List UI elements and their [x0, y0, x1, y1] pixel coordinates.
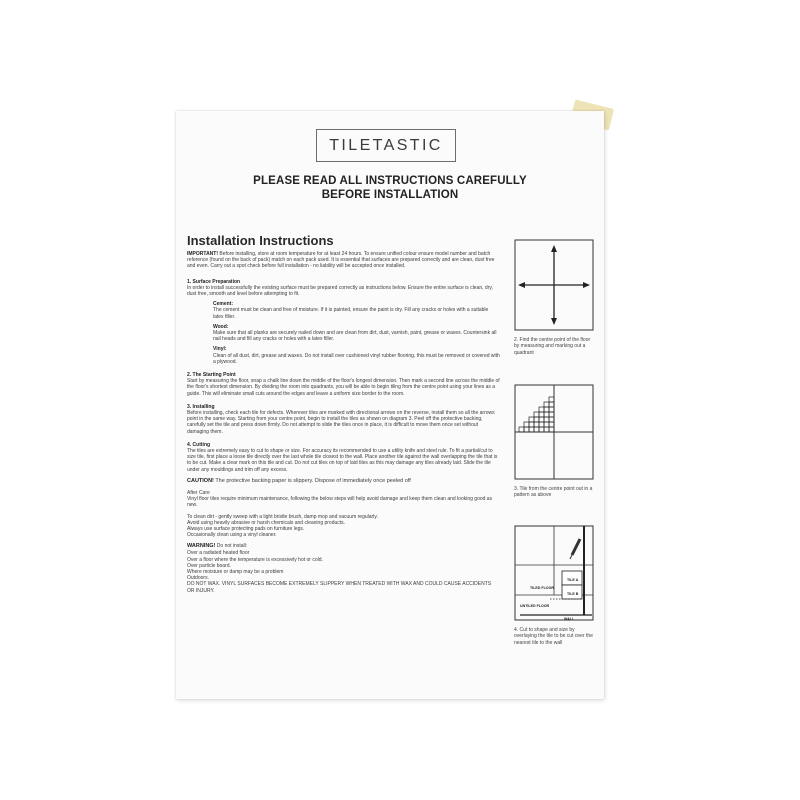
small-tile: [549, 412, 554, 417]
diagram-cutting: [514, 525, 594, 646]
installing-title: 3. Installing: [187, 403, 215, 410]
cement-title: Cement:: [213, 301, 234, 308]
small-tile: [544, 412, 549, 417]
small-tile: [539, 412, 544, 417]
warning-line: Where moisture or damp may be a problem: [187, 568, 284, 575]
aftercare-line: Always use surface protecting pads on furniture legs.: [187, 525, 305, 532]
surface-prep-intro: In order to install successfully the existing surface must be prepared correctly as instructions below. Ensure the entire surface is clean, dry, dust free, smooth and level before attempting to fit.: [187, 284, 493, 298]
small-tile: [519, 427, 524, 432]
surface-prep-title: 1. Surface Preparation: [187, 278, 241, 285]
small-tile: [539, 422, 544, 427]
cutting-title: 4. Cutting: [187, 441, 211, 448]
diagram-quadrants: [514, 239, 594, 356]
warning-line: Over a floor where the temperature is excessively hot or cold.: [187, 556, 323, 563]
warning-label: WARNING!: [187, 543, 216, 550]
important-note: [187, 251, 500, 270]
small-tile: [549, 402, 554, 407]
diagram-caption-3: 4. Cut to shape and size by overlaying the tile to be cut over the nearest tile to the wall: [514, 627, 593, 646]
small-tile: [549, 407, 554, 412]
caution-note: [187, 478, 500, 485]
small-tile: [539, 417, 544, 422]
tile-stairs: [519, 397, 554, 432]
page-title: Installation Instructions: [187, 233, 334, 248]
caution-label: CAUTION!: [187, 477, 214, 484]
vinyl-title: Vinyl:: [213, 346, 227, 353]
small-tile: [544, 407, 549, 412]
wood-text: Make sure that all planks are securely nailed down and are clean from dirt, dust, varnish, paint, grease or waxes. Countersink all nail heads and fill any cracks or holes with a latex filler.: [213, 330, 497, 343]
wood-title: Wood:: [213, 323, 229, 330]
aftercare-line: To clean dirt - gently sweep with a light bristle brush, damp mop and vacuum regularly.: [187, 513, 378, 520]
diagram-caption-2: 3. Tile from the centre point out in a pattern as above: [514, 486, 593, 499]
cutting-text: The tiles are extremely easy to cut to shape or size. For accuracy its recommended to use a utility knife and steel rule. To fit a partial/cut to size tile, first place a loose tile directly over the last whole tile closest to the wall. Place another tile against the wall overlapping the tile that is to be cut. Make a clear mark on this tile and cut. Do not cut tiles on top of laid tiles as this may damage any tiles already laid. Slide the tile under any mouldings and trim off any excess.: [187, 448, 498, 473]
small-tile: [529, 422, 534, 427]
small-tile: [544, 402, 549, 407]
small-tile: [549, 422, 554, 427]
installing-text: Before installing, check each tile for defects. Wherever tiles are marked with directional arrows on the reverse, install them so all the arrows point in the same way. Starting from your centre point, begin to install the tiles as shown on diagram 3. Peel off the protective backing, carefully set the tile and press down firmly. Do not attempt to slide the tiles once in place, it is difficult to move them once set without damaging them.: [187, 410, 495, 435]
important-text: Before installing, store at room temperature for at least 24 hours. To ensure unified colour ensure model number and batch reference (found on the back of pack) match on each pack used. It is essential that surfaces are prepared correctly and are clean, dust free and even. Carry out a spot check before full installation - no liability will be accepted once installed.: [187, 251, 495, 270]
aftercare-line: Occasionally clean using a vinyl cleaner.: [187, 532, 277, 539]
starting-point-title: 2. The Starting Point: [187, 372, 236, 379]
small-tile: [534, 412, 539, 417]
small-tile: [544, 422, 549, 427]
small-tile: [529, 427, 534, 432]
headline-line-1: PLEASE READ ALL INSTRUCTIONS CAREFULLY: [253, 175, 527, 187]
brand-logo: [316, 129, 456, 162]
small-tile: [524, 427, 529, 432]
small-tile: [544, 427, 549, 432]
small-tile: [534, 422, 539, 427]
cutting-drawing: [514, 525, 594, 621]
warning-line: Over particle board.: [187, 562, 231, 569]
warning-text: Do not install:: [215, 543, 248, 550]
main-instructions: [187, 233, 500, 594]
aftercare-line: Avoid using heavily abrasive or harsh chemicals and cleaning products.: [187, 519, 346, 526]
tile-pattern-drawing: [514, 384, 594, 480]
warning-line: Outdoors.: [187, 575, 209, 582]
warning-line: Over a radiated heated floor: [187, 550, 250, 557]
aftercare-title: After Care: [187, 489, 210, 496]
small-tile: [534, 417, 539, 422]
small-tile: [544, 417, 549, 422]
quadrant-drawing: [514, 239, 594, 331]
small-tile: [539, 407, 544, 412]
label-tile-b: TILE B: [567, 592, 579, 596]
warning-note: [187, 543, 500, 550]
caution-text: The protective backing paper is slippery. Dispose of immediately once peeled off: [213, 477, 411, 484]
starting-point-text: Start by measuring the floor, snap a chalk line down the middle of the floor's longest dimension. Then mark a second line across the middle of the floor's shortest dimension. By dividing the room into quadrants, you will be able to begin tiling from the centre point using your lines as a guide. This will eliminate small cuts around the edges and leave a uniform size border to the room.: [187, 378, 500, 397]
vinyl-text: Clean of all dust, dirt, grease and waxes. Do not install over cushioned vinyl rubber flooring, this must be removed or covered with a plywood.: [213, 352, 500, 365]
small-tile: [524, 422, 529, 427]
small-tile: [534, 427, 539, 432]
brand-logo-text: TILETASTIC: [329, 136, 443, 154]
aftercare-text: Vinyl floor tiles require minimum maintenance, following the below steps will help avoid damage and keep them clean and looking good as new.: [187, 496, 493, 509]
diagram-caption-1: 2. Find the centre point of the floor by measuring and marking out a quadrant: [514, 337, 591, 356]
cement-text: The cement must be clean and free of moisture. If it is painted, ensure the paint is dry. Fill any cracks or holes with a suitable latex filler.: [213, 307, 489, 320]
small-tile: [549, 427, 554, 432]
small-tile: [529, 417, 534, 422]
label-tile-a: TILE A: [567, 578, 579, 582]
small-tile: [549, 397, 554, 402]
label-untiled-floor: UNTILED FLOOR: [520, 604, 550, 608]
label-wall: WALL: [564, 617, 575, 621]
instruction-sheet: [176, 111, 604, 699]
headline-line-2: BEFORE INSTALLATION: [321, 189, 459, 201]
label-tiled-floor: TILED FLOOR: [530, 586, 554, 590]
diagram-tile-pattern: [514, 384, 594, 499]
important-label: IMPORTANT!: [187, 251, 219, 257]
small-tile: [549, 417, 554, 422]
warning-line: DO NOT WAX. VINYL SURFACES BECOME EXTREMELY SLIPPERY WHEN TREATED WITH WAX AND COULD CAUSE ACCIDENTS OR INJURY.: [187, 581, 492, 594]
small-tile: [539, 427, 544, 432]
